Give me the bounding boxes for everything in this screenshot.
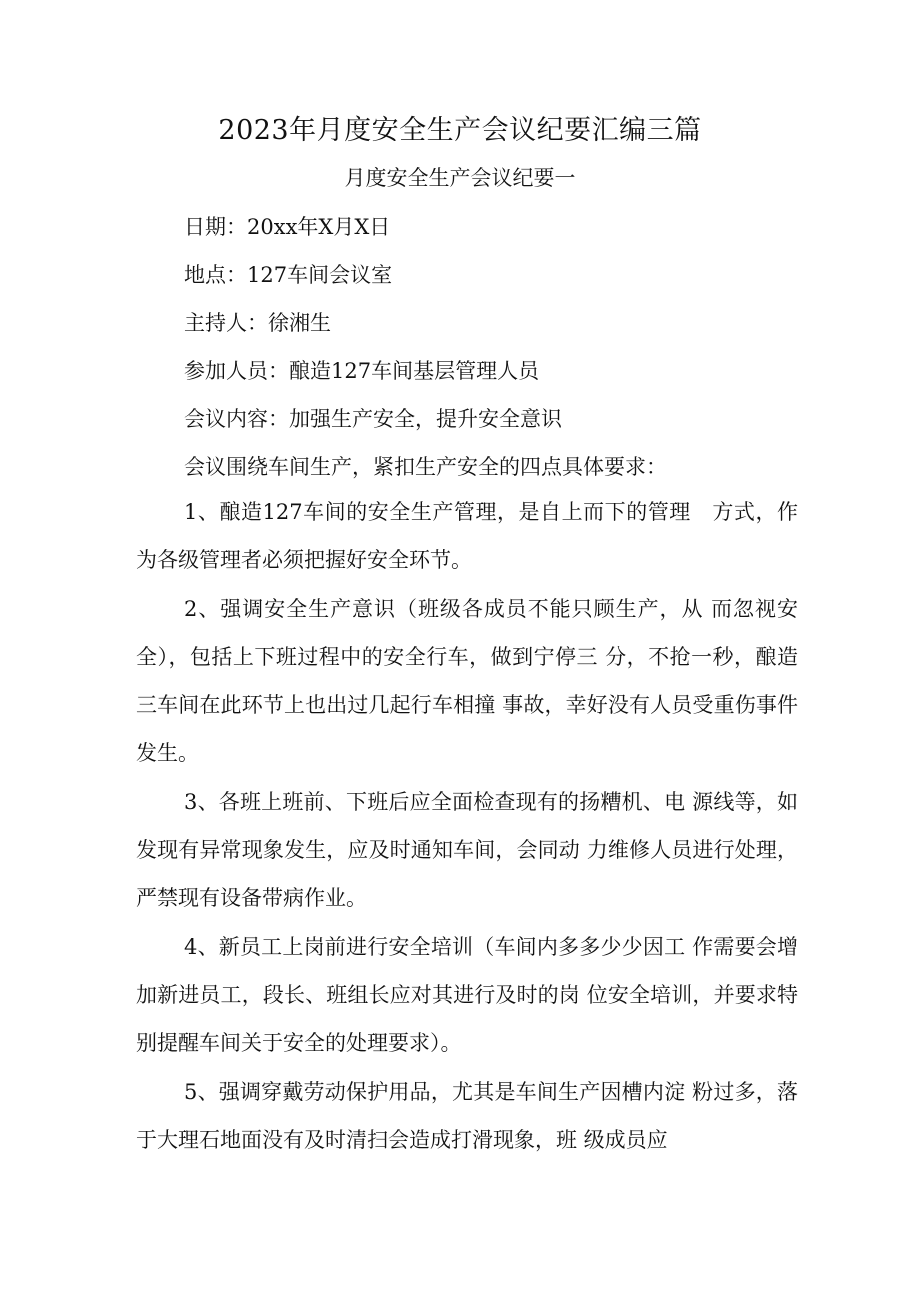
- document-subtitle: 月度安全生产会议纪要一: [344, 166, 576, 190]
- requirement-paragraph-2: 2、强调安全生产意识（班级各成员不能只顾生产，从 而忽视安全），包括上下班过程中的安全行车，做到宁停三 分，不抢一秒，酿造三车间在此环节上也出过几起行车相撞 事故，幸好没有人员受重伤事件发生。: [136, 597, 798, 765]
- requirement-paragraph-1: 1、酿造127车间的安全生产管理，是自上而下的管理 方式，作为各级管理者必须把握好安全环节。: [136, 500, 798, 572]
- meeting-intro: 会议围绕车间生产，紧扣生产安全的四点具体要求：: [184, 455, 667, 479]
- requirement-paragraph-4: 4、新员工上岗前进行安全培训（车间内多多少少因工 作需要会增加新进员工，段长、班组长应对其进行及时的岗 位安全培训，并要求特别提醒车间关于安全的处理要求）。: [136, 935, 798, 1055]
- requirement-paragraph-3: 3、各班上班前、下班后应全面检查现有的扬糟机、电 源线等，如发现有异常现象发生，应及时通知车间，会同动 力维修人员进行处理，严禁现有设备带病作业。: [136, 790, 798, 910]
- document-title: 2023年月度安全生产会议纪要汇编三篇: [218, 115, 702, 146]
- meeting-attendees: 参加人员：酿造127车间基层管理人员: [184, 359, 540, 383]
- meeting-content: 会议内容：加强生产安全，提升安全意识: [184, 407, 562, 431]
- meeting-date: 日期：20xx年X月X日: [184, 215, 391, 239]
- requirement-paragraph-5: 5、强调穿戴劳动保护用品，尤其是车间生产因槽内淀 粉过多，落于大理石地面没有及时清扫会造成打滑现象，班 级成员应: [136, 1080, 798, 1152]
- meeting-location: 地点：127车间会议室: [184, 263, 393, 287]
- meeting-host: 主持人：徐湘生: [184, 311, 331, 335]
